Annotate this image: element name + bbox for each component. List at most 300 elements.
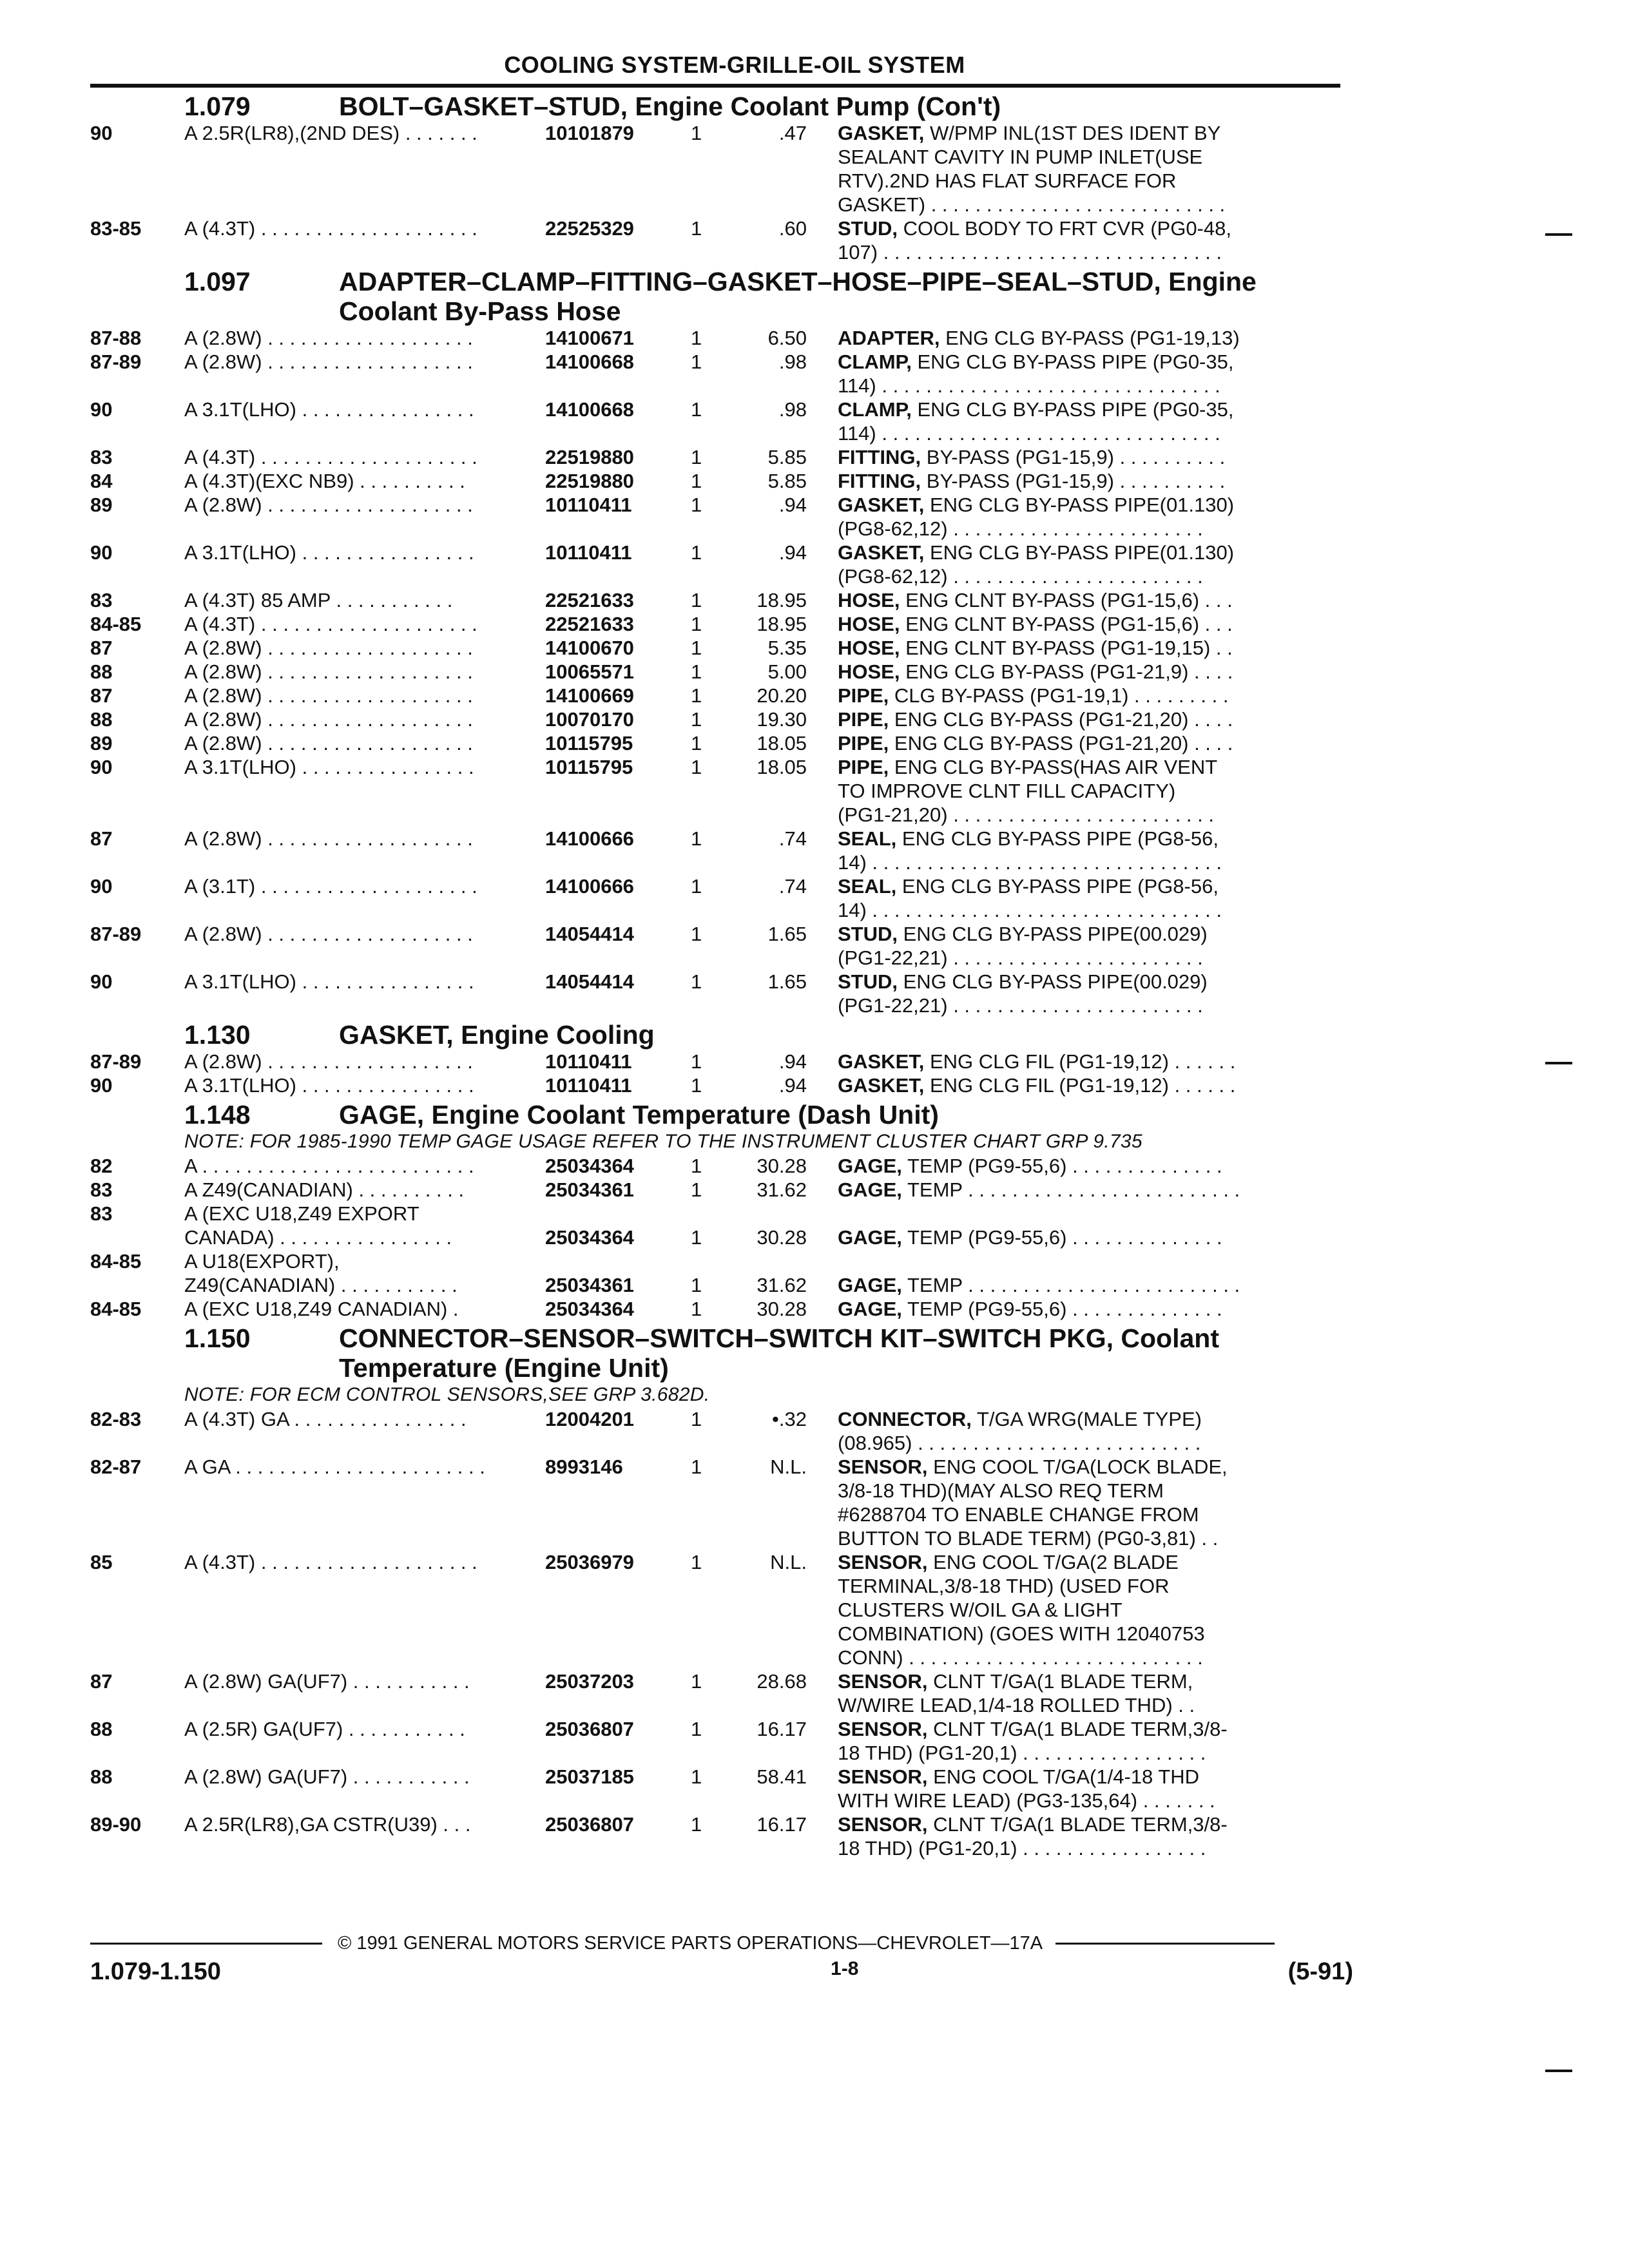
part-name-text: ENG CLG BY-PASS PIPE(00.029) [903, 923, 1208, 945]
quantity: 1 [691, 398, 702, 421]
part-number: 22519880 [545, 470, 634, 492]
price: 28.68 [757, 1670, 807, 1693]
quantity: 1 [691, 1155, 702, 1177]
part-name-text: ENG CLG BY-PASS PIPE (PG8-56, [901, 875, 1219, 898]
quantity: 1 [691, 1670, 702, 1693]
quantity: 1 [691, 1074, 702, 1097]
part-name-line [838, 755, 1322, 779]
usage-line: A (4.3T) . . . . . . . . . . . . . . . . . . . . [184, 217, 477, 240]
quantity: 1 [691, 1178, 702, 1201]
margin-tick [1545, 233, 1572, 236]
part-name [807, 612, 1322, 636]
part-name-line [838, 660, 1322, 684]
price: 5.85 [767, 470, 807, 492]
usage-description [184, 636, 545, 660]
section-title [90, 1323, 1353, 1383]
model-years: 88 [90, 1765, 113, 1788]
part-name-text: 18 THD) (PG1-20,1) . . . . . . . . . . . . . . . . . [838, 1742, 1206, 1764]
usage-description [184, 1407, 545, 1455]
usage-line: A (2.8W) . . . . . . . . . . . . . . . . . . . [184, 684, 473, 707]
model-years: 90 [90, 122, 113, 144]
part-number: 14054414 [545, 923, 634, 945]
usage-line: A (2.8W) . . . . . . . . . . . . . . . . . . . [184, 708, 473, 731]
part-name [807, 1050, 1322, 1073]
part-number: 12004201 [545, 1408, 634, 1430]
part-number: 25036807 [545, 1718, 634, 1740]
part-name [807, 1297, 1322, 1321]
quantity: 1 [691, 637, 702, 659]
part-name-line [838, 374, 1322, 398]
part-name-keyword: SENSOR, [838, 1456, 928, 1478]
model-years: 88 [90, 1718, 113, 1740]
part-row [90, 1073, 1353, 1097]
sections-container [90, 91, 1353, 1860]
part-number: 22521633 [545, 589, 634, 611]
usage-description [184, 121, 545, 216]
part-name-text: ENG CLG FIL (PG1-19,12) . . . . . . [929, 1074, 1236, 1097]
part-name-line [838, 326, 1322, 350]
part-name-text: ENG CLG FIL (PG1-19,12) . . . . . . [929, 1050, 1236, 1073]
part-name-line [838, 1479, 1322, 1503]
part-name-text: TEMP . . . . . . . . . . . . . . . . . . . . . . . . . [907, 1178, 1240, 1201]
part-name-keyword: SENSOR, [838, 1718, 928, 1740]
quantity: 1 [691, 1718, 702, 1740]
part-name-line [838, 1431, 1322, 1455]
quantity: 1 [691, 470, 702, 492]
part-name-line [838, 1646, 1322, 1669]
margin-tick [1545, 1062, 1572, 1064]
model-years: 88 [90, 660, 113, 683]
usage-description [184, 398, 545, 445]
part-name-line [838, 1598, 1322, 1622]
part-name-text: 114) . . . . . . . . . . . . . . . . . . . . . . . . . . . . . . . [838, 422, 1220, 445]
usage-description [184, 588, 545, 612]
part-row [90, 1297, 1353, 1321]
part-name-line [838, 970, 1322, 994]
price: 18.05 [757, 732, 807, 754]
usage-line: A 3.1T(LHO) . . . . . . . . . . . . . . . . [184, 398, 474, 421]
usage-line: A (2.8W) . . . . . . . . . . . . . . . . . . . [184, 827, 473, 850]
model-years: 90 [90, 541, 113, 564]
part-name-keyword: GAGE, [838, 1298, 902, 1320]
part-name-text: CLNT T/GA(1 BLADE TERM,3/8- [933, 1718, 1228, 1740]
quantity: 1 [691, 827, 702, 850]
part-name-line [838, 1789, 1322, 1812]
part-row [90, 1178, 1353, 1202]
footer-rule-left [90, 1943, 322, 1945]
usage-description [184, 707, 545, 731]
part-name-line [838, 1273, 1322, 1297]
price: .94 [778, 541, 807, 564]
part-name-keyword: ADAPTER, [838, 327, 940, 349]
part-name-text: ENG CLG BY-PASS PIPE (PG8-56, [901, 827, 1219, 850]
usage-description [184, 445, 545, 469]
usage-line: A (2.8W) . . . . . . . . . . . . . . . . . . . [184, 637, 473, 659]
part-row [90, 1249, 1353, 1297]
usage-description [184, 1202, 545, 1249]
part-name-keyword: GASKET, [838, 1074, 925, 1097]
part-name-keyword: GAGE, [838, 1274, 902, 1296]
usage-line: A (EXC U18,Z49 EXPORT [184, 1202, 419, 1225]
quantity: 1 [691, 217, 702, 240]
part-name-keyword: PIPE, [838, 756, 889, 778]
part-name-line [838, 1455, 1322, 1479]
part-name-line [838, 1574, 1322, 1598]
section-number: 1.079 [184, 91, 251, 121]
model-years: 88 [90, 708, 113, 731]
usage-line: A (4.3T) . . . . . . . . . . . . . . . . . . . . [184, 446, 477, 468]
part-name [807, 1249, 1322, 1297]
usage-description [184, 1249, 545, 1297]
part-name-keyword: SENSOR, [838, 1813, 928, 1836]
model-years: 83 [90, 1178, 113, 1201]
part-name-text: ENG CLG BY-PASS PIPE(01.130) [929, 541, 1235, 564]
usage-description [184, 922, 545, 970]
price: 18.95 [757, 589, 807, 611]
part-number: 25034364 [545, 1298, 634, 1320]
usage-line: A (2.8W) GA(UF7) . . . . . . . . . . . [184, 1765, 470, 1788]
part-name-line [838, 803, 1322, 827]
part-name-line [838, 350, 1322, 374]
part-name-text: BY-PASS (PG1-15,9) . . . . . . . . . . [926, 470, 1226, 492]
part-name-keyword: HOSE, [838, 637, 900, 659]
part-name [807, 1455, 1322, 1550]
quantity: 1 [691, 1551, 702, 1573]
part-name-line [838, 193, 1322, 216]
model-years: 87 [90, 1670, 113, 1693]
usage-description [184, 1154, 545, 1178]
part-name [807, 493, 1322, 541]
price: 58.41 [757, 1765, 807, 1788]
catalog-section [90, 1020, 1353, 1097]
part-number: 14100669 [545, 684, 634, 707]
part-name-text: W/WIRE LEAD,1/4-18 ROLLED THD) . . [838, 1694, 1195, 1716]
part-row [90, 922, 1353, 970]
quantity: 1 [691, 756, 702, 778]
part-name-text: ENG CLG BY-PASS (PG1-21,20) . . . . [894, 732, 1233, 754]
part-name-keyword: SENSOR, [838, 1670, 928, 1693]
page-footer [90, 1933, 1353, 1986]
usage-line: A (2.5R) GA(UF7) . . . . . . . . . . . [184, 1718, 465, 1740]
model-years: 83-85 [90, 217, 142, 240]
part-name-line [838, 1178, 1322, 1202]
usage-description [184, 1178, 545, 1202]
part-name-keyword: GAGE, [838, 1226, 902, 1249]
part-name-text: WITH WIRE LEAD) (PG3-135,64) . . . . . . . [838, 1789, 1215, 1812]
part-name-line [838, 588, 1322, 612]
part-number: 14100671 [545, 327, 634, 349]
part-name [807, 755, 1322, 827]
part-name-text: ENG CLG BY-PASS (PG1-19,13) [945, 327, 1240, 349]
usage-line: A (3.1T) . . . . . . . . . . . . . . . . . . . . [184, 875, 477, 898]
part-name [807, 541, 1322, 588]
usage-line: A 3.1T(LHO) . . . . . . . . . . . . . . . . [184, 970, 474, 993]
part-name-line [838, 898, 1322, 922]
usage-description [184, 684, 545, 707]
part-name [807, 1178, 1322, 1202]
part-number: 25036807 [545, 1813, 634, 1836]
part-name [807, 588, 1322, 612]
part-number: 25034361 [545, 1178, 634, 1201]
part-name-line [838, 1741, 1322, 1765]
catalog-section [90, 1100, 1353, 1321]
model-years: 87 [90, 637, 113, 659]
part-name [807, 1812, 1322, 1860]
part-row [90, 350, 1353, 398]
price: •.32 [772, 1408, 807, 1430]
usage-line: A (2.8W) . . . . . . . . . . . . . . . . . . . [184, 923, 473, 945]
price: 16.17 [757, 1718, 807, 1740]
part-number: 14100666 [545, 875, 634, 898]
part-name-line [838, 779, 1322, 803]
usage-description [184, 1050, 545, 1073]
part-number: 14100668 [545, 398, 634, 421]
part-name-text: (08.965) . . . . . . . . . . . . . . . . . . . . . . . . . . [838, 1432, 1201, 1454]
part-name-keyword: HOSE, [838, 613, 900, 635]
section-number: 1.097 [184, 267, 251, 296]
part-name-text: ENG CLNT BY-PASS (PG1-15,6) . . . [905, 589, 1233, 611]
price: 31.62 [757, 1274, 807, 1296]
part-row [90, 970, 1353, 1017]
part-number: 10110411 [545, 1050, 632, 1073]
part-name-text: ENG CLG BY-PASS PIPE(01.130) [929, 494, 1235, 516]
section-name [339, 1020, 1353, 1050]
price: 30.28 [757, 1298, 807, 1320]
part-name-text: SEALANT CAVITY IN PUMP INLET(USE [838, 146, 1203, 168]
part-name-line [838, 564, 1322, 588]
part-name [807, 1073, 1322, 1097]
part-row [90, 874, 1353, 922]
part-row [90, 1812, 1353, 1860]
part-name-text: (PG1-22,21) . . . . . . . . . . . . . . . . . . . . . . . [838, 947, 1203, 969]
part-name-line [838, 850, 1322, 874]
usage-line: CANADA) . . . . . . . . . . . . . . . . [184, 1226, 452, 1249]
model-years: 87-89 [90, 351, 142, 373]
part-name-keyword: GASKET, [838, 494, 925, 516]
parts-catalog-page [90, 52, 1353, 1860]
quantity: 1 [691, 446, 702, 468]
model-years: 87-88 [90, 327, 142, 349]
part-name-line [838, 1154, 1322, 1178]
section-note: NOTE: FOR 1985-1990 TEMP GAGE USAGE REFER TO THE INSTRUMENT CLUSTER CHART GRP 9.735 [184, 1131, 1142, 1152]
price: 18.05 [757, 756, 807, 778]
part-name-text: 114) . . . . . . . . . . . . . . . . . . . . . . . . . . . . . . . [838, 374, 1220, 397]
part-row [90, 1154, 1353, 1178]
part-name-text: COMBINATION) (GOES WITH 12040753 [838, 1622, 1205, 1645]
part-name-text: CLNT T/GA(1 BLADE TERM,3/8- [933, 1813, 1228, 1836]
part-name-text: CLNT T/GA(1 BLADE TERM, [933, 1670, 1193, 1693]
part-name-keyword: FITTING, [838, 446, 921, 468]
model-years: 84-85 [90, 1298, 142, 1320]
part-row [90, 1455, 1353, 1550]
section-title [90, 91, 1353, 121]
part-name-line [838, 216, 1322, 240]
quantity: 1 [691, 494, 702, 516]
part-name-line [838, 1693, 1322, 1717]
part-name-text: ENG COOL T/GA(2 BLADE [933, 1551, 1179, 1573]
copyright-line [90, 1933, 1353, 1954]
usage-description [184, 827, 545, 874]
usage-line: A GA . . . . . . . . . . . . . . . . . . . . . . . [184, 1456, 485, 1478]
part-name-text: ENG CLG BY-PASS(HAS AIR VENT [894, 756, 1218, 778]
part-name [807, 326, 1322, 350]
model-years: 85 [90, 1551, 113, 1573]
usage-description [184, 731, 545, 755]
part-row [90, 660, 1353, 684]
part-name-line [838, 1050, 1322, 1073]
footer-page-number: 1-8 [831, 1958, 859, 1979]
part-name-text: TERMINAL,3/8-18 THD) (USED FOR [838, 1575, 1170, 1597]
quantity: 1 [691, 1456, 702, 1478]
model-years: 87-89 [90, 923, 142, 945]
usage-description [184, 612, 545, 636]
part-name-keyword: CONNECTOR, [838, 1408, 972, 1430]
quantity: 1 [691, 1298, 702, 1320]
model-years: 83 [90, 1202, 113, 1225]
part-name-text: 14) . . . . . . . . . . . . . . . . . . . . . . . . . . . . . . . . [838, 899, 1222, 921]
usage-line: A (2.8W) . . . . . . . . . . . . . . . . . . . [184, 732, 473, 754]
part-number: 25037185 [545, 1765, 634, 1788]
usage-description [184, 1765, 545, 1812]
part-number: 22519880 [545, 446, 634, 468]
price: .74 [778, 875, 807, 898]
part-name-line [838, 1297, 1322, 1321]
part-name-text: (PG8-62,12) . . . . . . . . . . . . . . . . . . . . . . . [838, 517, 1203, 540]
usage-description [184, 1455, 545, 1550]
part-name-line [838, 1503, 1322, 1526]
part-name [807, 636, 1322, 660]
usage-line: A 3.1T(LHO) . . . . . . . . . . . . . . . . [184, 1074, 474, 1097]
usage-description [184, 493, 545, 541]
part-name-line [838, 1717, 1322, 1741]
usage-line: A (4.3T) GA . . . . . . . . . . . . . . . . [184, 1408, 467, 1430]
catalog-section [90, 1323, 1353, 1860]
price: .60 [778, 217, 807, 240]
part-number: 14100668 [545, 351, 634, 373]
part-name-line [838, 612, 1322, 636]
part-name-line [838, 731, 1322, 755]
part-name [807, 398, 1322, 445]
part-name [807, 874, 1322, 922]
part-row [90, 1669, 1353, 1717]
part-name-text: BUTTON TO BLADE TERM) (PG0-3,81) . . [838, 1527, 1219, 1550]
part-name [807, 350, 1322, 398]
part-row [90, 1550, 1353, 1669]
part-row [90, 636, 1353, 660]
part-name [807, 827, 1322, 874]
part-name-line [838, 922, 1322, 946]
price: .98 [778, 351, 807, 373]
model-years: 82 [90, 1155, 113, 1177]
quantity: 1 [691, 1408, 702, 1430]
part-row [90, 1765, 1353, 1812]
part-row [90, 541, 1353, 588]
part-number: 14054414 [545, 970, 634, 993]
part-name-keyword: SEAL, [838, 827, 897, 850]
model-years: 89 [90, 732, 113, 754]
part-name-text: ENG CLG BY-PASS PIPE (PG0-35, [917, 398, 1234, 421]
part-name-text: GASKET) . . . . . . . . . . . . . . . . . . . . . . . . . . . [838, 193, 1226, 216]
part-name-text: COOL BODY TO FRT CVR (PG0-48, [903, 217, 1231, 240]
part-name-text: 14) . . . . . . . . . . . . . . . . . . . . . . . . . . . . . . . . [838, 851, 1222, 874]
part-name-line [838, 946, 1322, 970]
price: 1.65 [767, 970, 807, 993]
part-number: 25034364 [545, 1226, 634, 1249]
usage-line: A (2.8W) . . . . . . . . . . . . . . . . . . . [184, 494, 473, 516]
part-name-line [838, 874, 1322, 898]
model-years: 90 [90, 875, 113, 898]
part-name-line [838, 1550, 1322, 1574]
part-name-line [838, 517, 1322, 541]
part-name-text: TEMP (PG9-55,6) . . . . . . . . . . . . . . [907, 1298, 1222, 1320]
part-name-text: TEMP (PG9-55,6) . . . . . . . . . . . . . . [907, 1226, 1222, 1249]
part-name [807, 660, 1322, 684]
usage-line: A (2.8W) GA(UF7) . . . . . . . . . . . [184, 1670, 470, 1693]
part-name-text: CLG BY-PASS (PG1-19,1) . . . . . . . . . [894, 684, 1229, 707]
part-name-keyword: HOSE, [838, 589, 900, 611]
part-name-line [838, 1836, 1322, 1860]
part-name-text: TEMP . . . . . . . . . . . . . . . . . . . . . . . . . [907, 1274, 1240, 1296]
part-row [90, 326, 1353, 350]
usage-line: A (4.3T)(EXC NB9) . . . . . . . . . . [184, 470, 465, 492]
part-row [90, 707, 1353, 731]
part-name-line [838, 1407, 1322, 1431]
section-title [90, 267, 1353, 326]
catalog-section [90, 91, 1353, 264]
section-name-line: GAGE, Engine Coolant Temperature (Dash Unit) [339, 1100, 939, 1129]
part-name-line [838, 421, 1322, 445]
section-number: 1.130 [184, 1020, 251, 1050]
price: N.L. [770, 1456, 807, 1478]
part-name-line [838, 707, 1322, 731]
quantity: 1 [691, 541, 702, 564]
usage-description [184, 1297, 545, 1321]
price: 5.00 [767, 660, 807, 683]
section-name-line: ADAPTER–CLAMP–FITTING–GASKET–HOSE–PIPE–SEAL–STUD, Engine [339, 267, 1257, 296]
part-name-text: ENG CLG BY-PASS PIPE(00.029) [903, 970, 1208, 993]
section-title [90, 1100, 1353, 1129]
part-name [807, 1765, 1322, 1812]
section-name [339, 267, 1353, 326]
part-name-keyword: SENSOR, [838, 1551, 928, 1573]
part-name-keyword: PIPE, [838, 708, 889, 731]
part-name [807, 216, 1322, 264]
part-number: 22525329 [545, 217, 634, 240]
model-years: 90 [90, 756, 113, 778]
footer-section-range: 1.079-1.150 [90, 1958, 221, 1985]
part-name [807, 1717, 1322, 1765]
model-years: 90 [90, 398, 113, 421]
usage-line: A (4.3T) . . . . . . . . . . . . . . . . . . . . [184, 1551, 477, 1573]
price: 19.30 [757, 708, 807, 731]
part-name-text: (PG1-21,20) . . . . . . . . . . . . . . . . . . . . . . . . [838, 803, 1214, 826]
part-row [90, 493, 1353, 541]
part-name-text: ENG CLNT BY-PASS (PG1-19,15) . . [905, 637, 1233, 659]
part-name-line [838, 1073, 1322, 1097]
part-name-line [838, 1526, 1322, 1550]
usage-line: A 3.1T(LHO) . . . . . . . . . . . . . . . . [184, 756, 474, 778]
usage-description [184, 970, 545, 1017]
part-name [807, 684, 1322, 707]
part-number: 10110411 [545, 541, 632, 564]
part-name [807, 1407, 1322, 1455]
part-name-line [838, 1622, 1322, 1646]
section-note: NOTE: FOR ECM CONTROL SENSORS,SEE GRP 3.682D. [184, 1384, 710, 1405]
quantity: 1 [691, 1765, 702, 1788]
model-years: 82-87 [90, 1456, 142, 1478]
part-name [807, 445, 1322, 469]
part-name-line [838, 1765, 1322, 1789]
